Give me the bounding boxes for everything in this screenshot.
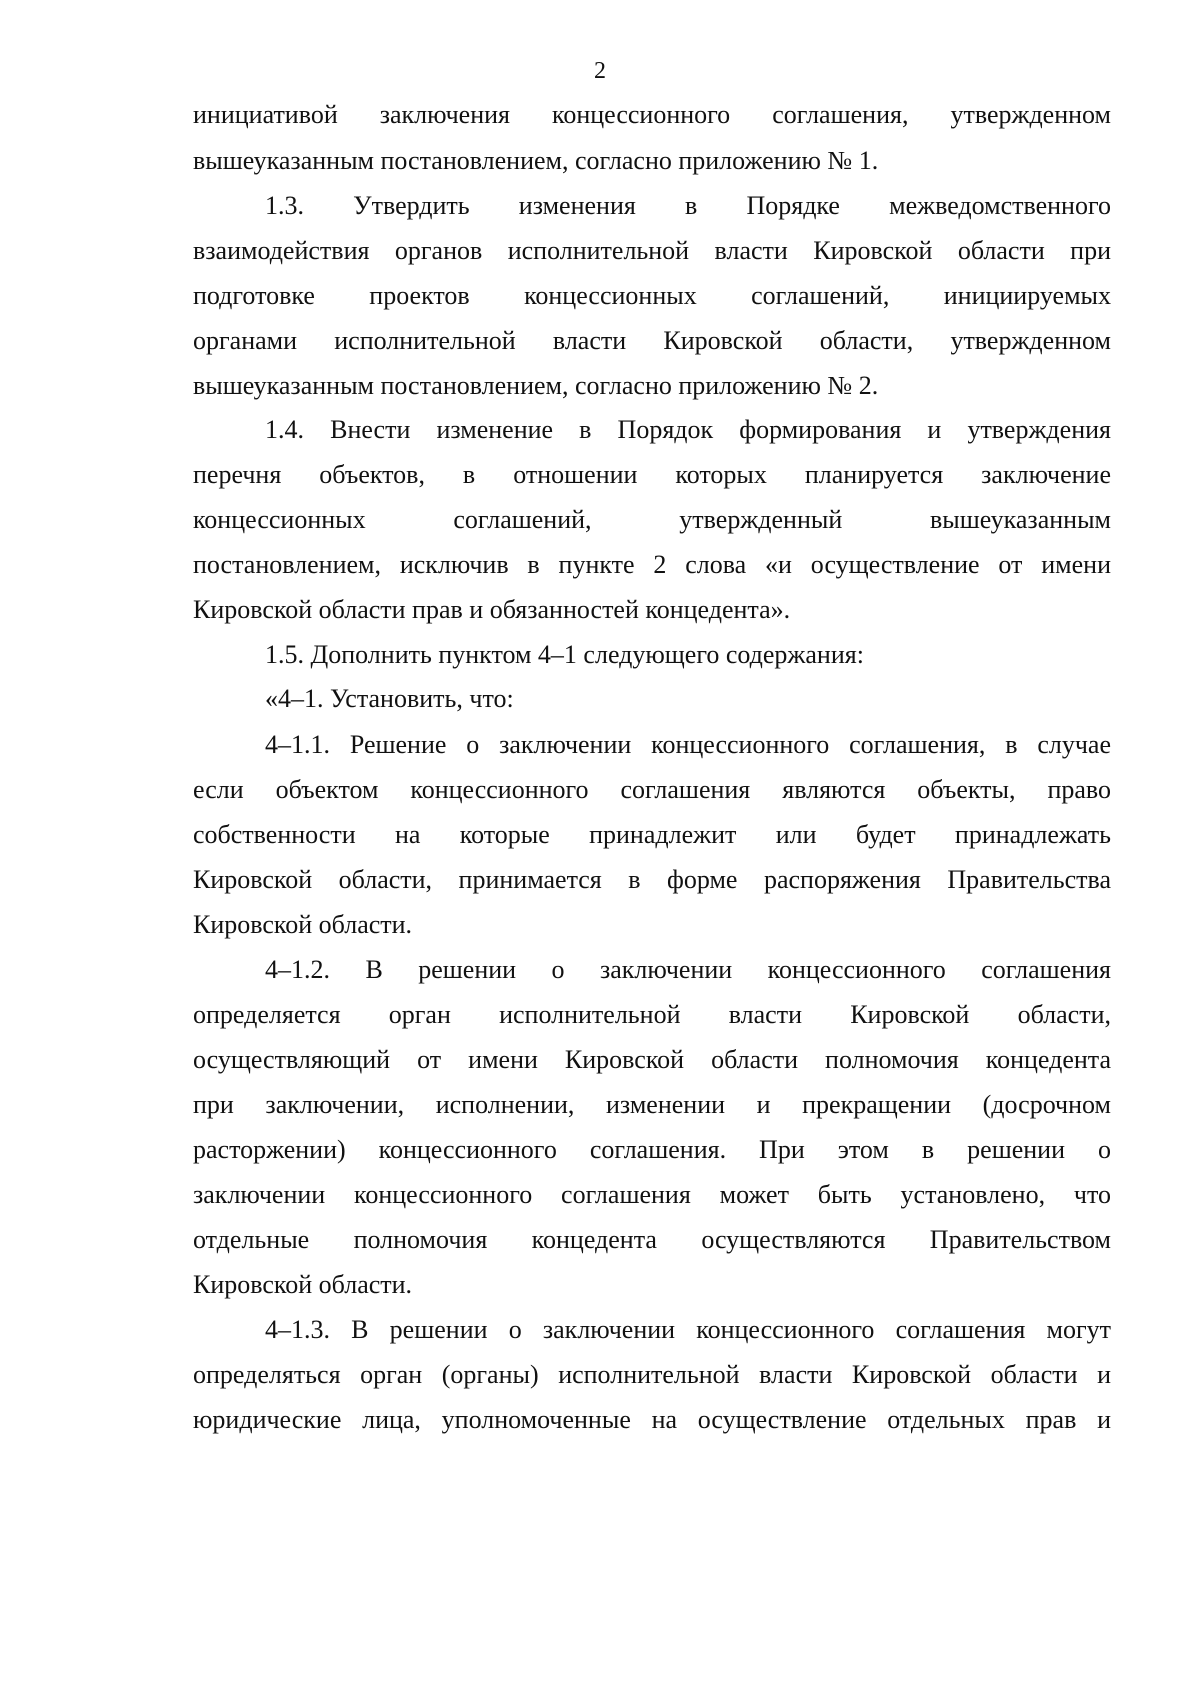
- page-number: 2: [594, 58, 606, 84]
- text-line: «4–1. Установить, что:: [265, 684, 514, 713]
- text-line: если объектом концессионного соглашения являются объекты, право: [193, 775, 1111, 804]
- text-line: 1.5. Дополнить пунктом 4–1 следующего содержания:: [265, 640, 864, 669]
- text-line: концессионных соглашений, утвержденный вышеуказанным: [193, 505, 1111, 534]
- text-line: собственности на которые принадлежит или будет принадлежать: [193, 820, 1111, 849]
- text-line: инициативой заключения концессионного соглашения, утвержденном: [193, 100, 1111, 129]
- text-line: взаимодействия органов исполнительной власти Кировской области при: [193, 236, 1111, 265]
- text-line: Кировской области, принимается в форме распоряжения Правительства: [193, 865, 1111, 894]
- text-line: при заключении, исполнении, изменении и прекращении (досрочном: [193, 1090, 1111, 1119]
- text-line: 1.4. Внести изменение в Порядок формирования и утверждения: [265, 415, 1111, 444]
- text-line: расторжении) концессионного соглашения. При этом в решении о: [193, 1135, 1111, 1164]
- text-line: отдельные полномочия концедента осуществляются Правительством: [193, 1225, 1111, 1254]
- text-line: заключении концессионного соглашения может быть установлено, что: [193, 1180, 1111, 1209]
- text-line: 4–1.3. В решении о заключении концессионного соглашения могут: [265, 1315, 1111, 1344]
- text-line: юридические лица, уполномоченные на осуществление отдельных прав и: [193, 1405, 1111, 1434]
- text-line: Кировской области.: [193, 1270, 413, 1299]
- text-line: вышеуказанным постановлением, согласно приложению № 1.: [193, 146, 879, 175]
- text-line: Кировской области.: [193, 910, 413, 939]
- text-line: органами исполнительной власти Кировской области, утвержденном: [193, 326, 1111, 355]
- text-line: постановлением, исключив в пункте 2 слова «и осуществление от имени: [193, 550, 1111, 579]
- text-line: 4–1.2. В решении о заключении концессионного соглашения: [265, 955, 1111, 984]
- text-line: определяется орган исполнительной власти Кировской области,: [193, 1000, 1111, 1029]
- text-line: вышеуказанным постановлением, согласно приложению № 2.: [193, 371, 879, 400]
- text-line: осуществляющий от имени Кировской области полномочия концедента: [193, 1045, 1111, 1074]
- text-line: 1.3. Утвердить изменения в Порядке межведомственного: [265, 191, 1111, 220]
- text-line: 4–1.1. Решение о заключении концессионного соглашения, в случае: [265, 730, 1111, 759]
- text-line: определяться орган (органы) исполнительной власти Кировской области и: [193, 1360, 1111, 1389]
- text-line: перечня объектов, в отношении которых планируется заключение: [193, 460, 1111, 489]
- text-line: подготовке проектов концессионных соглашений, инициируемых: [193, 281, 1111, 310]
- text-line: Кировской области прав и обязанностей концедента».: [193, 595, 791, 624]
